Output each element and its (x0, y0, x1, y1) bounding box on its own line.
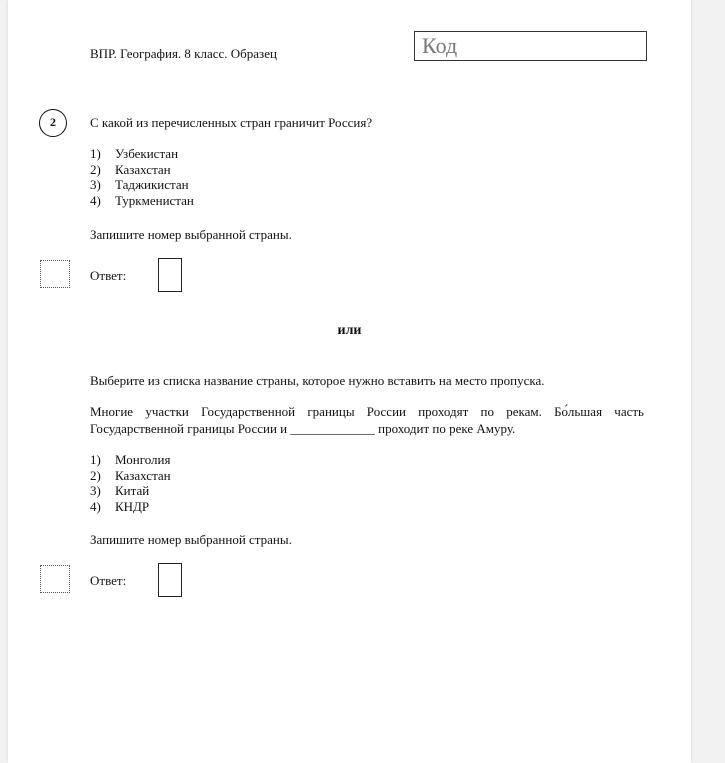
question-instruction: Запишите номер выбранной страны. (90, 227, 292, 242)
option-label: КНДР (115, 498, 150, 514)
document-page (8, 0, 691, 763)
score-box (40, 260, 70, 288)
option-label: Казахстан (115, 161, 171, 177)
answer-input[interactable] (158, 563, 182, 597)
option-number: 2) (90, 467, 101, 483)
option-label: Узбекистан (115, 145, 179, 161)
code-field[interactable]: Код (414, 31, 647, 61)
question-options-list (90, 146, 194, 209)
option-number: 4) (90, 192, 101, 208)
score-box (40, 565, 70, 593)
list-item (90, 193, 194, 209)
option-number: 3) (90, 177, 101, 193)
document-header: ВПР. География. 8 класс. Образец (90, 46, 277, 61)
option-label: Монголия (115, 451, 171, 467)
answer-label: Ответ: (90, 573, 127, 588)
list-item (90, 499, 171, 515)
list-item (90, 162, 194, 178)
option-label: Таджикистан (115, 177, 189, 193)
option-number: 4) (90, 498, 101, 514)
list-item (90, 468, 171, 484)
option-number: 1) (90, 145, 101, 161)
list-item (90, 177, 194, 193)
question-number-badge: 2 (39, 109, 67, 137)
separator-or: или (337, 323, 362, 338)
list-item (90, 483, 171, 499)
question-text: С какой из перечисленных стран граничит Россия? (90, 115, 373, 130)
alt-question-options-list (90, 452, 171, 515)
option-number: 2) (90, 161, 101, 177)
alt-question-prompt: Выберите из списка название страны, которое нужно вставить на место пропуска. (90, 373, 545, 388)
option-label: Китай (115, 483, 150, 499)
option-number: 1) (90, 451, 101, 467)
answer-input[interactable] (158, 258, 182, 292)
option-number: 3) (90, 483, 101, 499)
list-item (90, 452, 171, 468)
alt-question-instruction: Запишите номер выбранной страны. (90, 532, 292, 547)
list-item (90, 146, 194, 162)
answer-label: Ответ: (90, 268, 127, 283)
alt-question-paragraph: Многие участки Государственной границы России проходят по рекам. Бо́льшая часть Государственной границы России и _____________ проходит по реке Амуру. (90, 404, 644, 436)
option-label: Туркменистан (115, 192, 194, 208)
option-label: Казахстан (115, 467, 171, 483)
